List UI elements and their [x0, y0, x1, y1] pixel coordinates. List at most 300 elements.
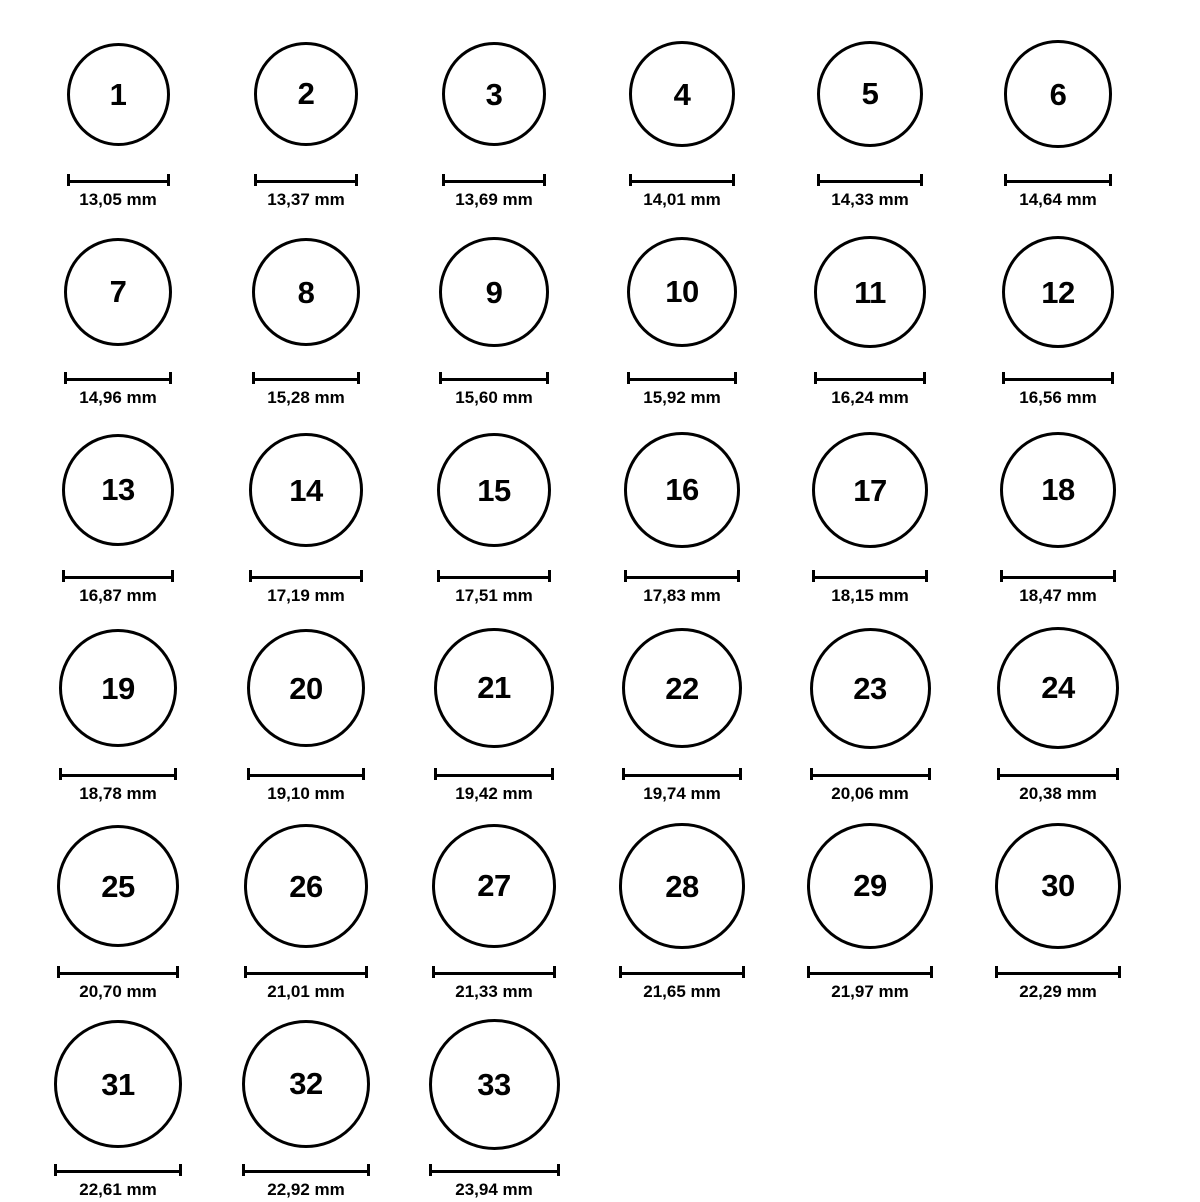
caliper-left-cap — [1004, 174, 1007, 186]
ring-measurement — [776, 966, 964, 1000]
caliper-left-cap — [54, 1164, 57, 1176]
ring-circle-wrapper — [400, 608, 588, 768]
caliper-left-cap — [812, 570, 815, 582]
ring-measurement — [24, 1164, 212, 1198]
caliper-right-cap — [1116, 768, 1119, 780]
ring-circle — [995, 823, 1122, 950]
ring-size-item — [964, 410, 1152, 608]
ring-size-number: 16 — [665, 472, 699, 508]
ring-size-row — [24, 1004, 1176, 1202]
caliper-right-cap — [732, 174, 735, 186]
caliper-left-cap — [439, 372, 442, 384]
ring-size-number: 10 — [665, 274, 699, 310]
ring-measurement — [24, 372, 212, 406]
caliper-right-cap — [543, 174, 546, 186]
caliper-right-cap — [739, 768, 742, 780]
ring-measurement — [400, 372, 588, 406]
caliper-left-cap — [619, 966, 622, 978]
ring-size-number: 25 — [101, 868, 135, 904]
ring-circle-wrapper — [400, 1004, 588, 1164]
ring-size-number: 14 — [289, 472, 323, 508]
caliper-left-cap — [252, 372, 255, 384]
caliper-left-cap — [432, 966, 435, 978]
ring-size-item — [964, 212, 1152, 410]
ring-size-number: 11 — [854, 274, 886, 310]
ring-circle-wrapper — [24, 1004, 212, 1164]
ring-measurement — [964, 174, 1152, 208]
ring-size-item — [588, 212, 776, 410]
ring-diameter-label: 15,28 mm — [267, 388, 345, 407]
ring-circle — [54, 1020, 182, 1148]
ring-circle-wrapper — [24, 608, 212, 768]
caliper-right-cap — [553, 966, 556, 978]
diameter-caliper-icon — [995, 966, 1122, 978]
caliper-left-cap — [995, 966, 998, 978]
caliper-left-cap — [629, 174, 632, 186]
ring-size-item — [776, 14, 964, 212]
ring-circle-wrapper — [588, 806, 776, 966]
ring-measurement — [212, 1164, 400, 1198]
ring-size-number: 15 — [477, 472, 511, 508]
ring-circle — [619, 823, 744, 948]
ring-circle — [62, 434, 175, 547]
caliper-right-cap — [167, 174, 170, 186]
ring-measurement — [400, 1164, 588, 1198]
diameter-caliper-icon — [64, 372, 172, 384]
ring-measurement — [588, 768, 776, 802]
ring-circle-wrapper — [776, 608, 964, 768]
caliper-right-cap — [169, 372, 172, 384]
ring-size-number: 6 — [1049, 76, 1067, 112]
ring-diameter-label: 19,74 mm — [643, 784, 721, 803]
ring-size-number: 33 — [477, 1066, 511, 1102]
ring-size-number: 3 — [485, 76, 503, 112]
ring-size-item — [400, 608, 588, 806]
ring-diameter-label: 21,01 mm — [267, 982, 345, 1001]
ring-size-item — [776, 212, 964, 410]
ring-circle-wrapper — [776, 212, 964, 372]
ring-diameter-label: 15,92 mm — [643, 388, 721, 407]
ring-circle — [57, 825, 180, 948]
ring-diameter-label: 19,10 mm — [267, 784, 345, 803]
ring-size-item — [588, 806, 776, 1004]
diameter-caliper-icon — [439, 372, 549, 384]
caliper-right-cap — [557, 1164, 560, 1176]
ring-size-number: 1 — [109, 76, 127, 112]
caliper-left-cap — [242, 1164, 245, 1176]
diameter-caliper-icon — [619, 966, 744, 978]
ring-measurement — [588, 372, 776, 406]
diameter-caliper-icon — [812, 570, 928, 582]
ring-measurement — [212, 966, 400, 1000]
ring-measurement — [24, 174, 212, 208]
caliper-left-cap — [62, 570, 65, 582]
diameter-caliper-icon — [1004, 174, 1111, 186]
ring-circle — [1000, 432, 1117, 549]
ring-circle — [432, 824, 556, 948]
ring-size-item — [588, 14, 776, 212]
ring-measurement — [212, 768, 400, 802]
ring-circle-wrapper — [212, 14, 400, 174]
ring-circle-wrapper — [212, 1004, 400, 1164]
caliper-right-cap — [174, 768, 177, 780]
ring-size-number: 13 — [101, 472, 135, 508]
ring-size-item — [24, 14, 212, 212]
diameter-caliper-icon — [629, 174, 735, 186]
ring-circle — [244, 824, 368, 948]
ring-size-number: 21 — [477, 670, 511, 706]
ring-circle-wrapper — [212, 410, 400, 570]
ring-size-number: 22 — [665, 670, 699, 706]
ring-circle-wrapper — [24, 410, 212, 570]
ring-size-item — [24, 410, 212, 608]
diameter-caliper-icon — [244, 966, 368, 978]
ring-circle — [807, 823, 933, 949]
caliper-left-cap — [59, 768, 62, 780]
caliper-right-cap — [1113, 570, 1116, 582]
caliper-right-cap — [362, 768, 365, 780]
caliper-right-cap — [930, 966, 933, 978]
caliper-left-cap — [1000, 570, 1003, 582]
ring-circle-wrapper — [400, 14, 588, 174]
diameter-caliper-icon — [627, 372, 737, 384]
ring-diameter-label: 20,38 mm — [1019, 784, 1097, 803]
ring-diameter-label: 13,37 mm — [267, 190, 345, 209]
ring-measurement — [588, 966, 776, 1000]
diameter-caliper-icon — [429, 1164, 560, 1176]
ring-diameter-label: 13,05 mm — [79, 190, 157, 209]
ring-size-item — [964, 806, 1152, 1004]
caliper-right-cap — [357, 372, 360, 384]
caliper-right-cap — [360, 570, 363, 582]
ring-circle-wrapper — [400, 806, 588, 966]
ring-circle-wrapper — [24, 806, 212, 966]
diameter-caliper-icon — [247, 768, 366, 780]
ring-circle — [439, 237, 549, 347]
ring-size-item — [212, 608, 400, 806]
diameter-caliper-icon — [62, 570, 175, 582]
diameter-caliper-icon — [434, 768, 553, 780]
ring-circle-wrapper — [24, 14, 212, 174]
caliper-right-cap — [742, 966, 745, 978]
ring-circle — [249, 433, 363, 547]
ring-circle-wrapper — [212, 608, 400, 768]
ring-size-number: 31 — [101, 1066, 135, 1102]
diameter-caliper-icon — [432, 966, 556, 978]
ring-circle — [627, 237, 737, 347]
diameter-caliper-icon — [67, 174, 170, 186]
ring-size-number: 29 — [853, 868, 887, 904]
ring-circle — [622, 628, 742, 748]
ring-size-number: 9 — [485, 274, 503, 310]
ring-circle-wrapper — [588, 212, 776, 372]
ring-size-item — [588, 608, 776, 806]
ring-size-item — [24, 1004, 212, 1202]
ring-circle — [442, 42, 547, 147]
diameter-caliper-icon — [249, 570, 363, 582]
ring-circle-wrapper — [964, 410, 1152, 570]
ring-diameter-label: 23,94 mm — [455, 1180, 533, 1199]
caliper-right-cap — [923, 372, 926, 384]
ring-circle-wrapper — [400, 212, 588, 372]
ring-diameter-label: 17,83 mm — [643, 586, 721, 605]
caliper-right-cap — [355, 174, 358, 186]
ring-size-number: 28 — [665, 868, 699, 904]
ring-circle-wrapper — [212, 212, 400, 372]
ring-diameter-label: 15,60 mm — [455, 388, 533, 407]
ring-size-item — [400, 1004, 588, 1202]
ring-size-item — [24, 212, 212, 410]
caliper-left-cap — [67, 174, 70, 186]
caliper-right-cap — [737, 570, 740, 582]
diameter-caliper-icon — [622, 768, 742, 780]
ring-measurement — [588, 174, 776, 208]
caliper-left-cap — [247, 768, 250, 780]
diameter-caliper-icon — [810, 768, 931, 780]
ring-diameter-label: 19,42 mm — [455, 784, 533, 803]
ring-diameter-label: 22,29 mm — [1019, 982, 1097, 1001]
ring-circle-wrapper — [400, 410, 588, 570]
ring-size-number: 23 — [853, 670, 887, 706]
ring-diameter-label: 13,69 mm — [455, 190, 533, 209]
ring-size-item — [964, 608, 1152, 806]
ring-size-number: 18 — [1041, 472, 1075, 508]
ring-size-row — [24, 806, 1176, 1004]
diameter-caliper-icon — [807, 966, 933, 978]
ring-diameter-label: 22,61 mm — [79, 1180, 157, 1199]
caliper-right-cap — [1118, 966, 1121, 978]
caliper-left-cap — [622, 768, 625, 780]
ring-size-number: 30 — [1041, 868, 1075, 904]
caliper-left-cap — [437, 570, 440, 582]
ring-circle — [817, 41, 923, 147]
ring-circle — [810, 628, 931, 749]
ring-circle-wrapper — [776, 14, 964, 174]
ring-circle-wrapper — [964, 212, 1152, 372]
ring-size-row — [24, 410, 1176, 608]
ring-size-item — [212, 806, 400, 1004]
ring-diameter-label: 18,15 mm — [831, 586, 909, 605]
caliper-right-cap — [176, 966, 179, 978]
ring-circle — [437, 433, 552, 548]
caliper-left-cap — [244, 966, 247, 978]
ring-measurement — [212, 174, 400, 208]
caliper-right-cap — [365, 966, 368, 978]
caliper-left-cap — [434, 768, 437, 780]
diameter-caliper-icon — [1000, 570, 1117, 582]
caliper-left-cap — [254, 174, 257, 186]
caliper-right-cap — [548, 570, 551, 582]
ring-size-row — [24, 212, 1176, 410]
ring-diameter-label: 17,51 mm — [455, 586, 533, 605]
ring-size-number: 19 — [101, 670, 135, 706]
ring-diameter-label: 22,92 mm — [267, 1180, 345, 1199]
caliper-left-cap — [442, 174, 445, 186]
ring-circle — [67, 43, 170, 146]
caliper-right-cap — [551, 768, 554, 780]
ring-diameter-label: 21,33 mm — [455, 982, 533, 1001]
ring-measurement — [24, 768, 212, 802]
ring-size-number: 20 — [289, 670, 323, 706]
ring-circle — [624, 432, 739, 547]
ring-size-item — [24, 806, 212, 1004]
ring-size-number: 5 — [861, 76, 879, 112]
ring-circle-wrapper — [588, 608, 776, 768]
caliper-left-cap — [1002, 372, 1005, 384]
ring-measurement — [964, 966, 1152, 1000]
ring-size-item — [400, 806, 588, 1004]
caliper-right-cap — [179, 1164, 182, 1176]
diameter-caliper-icon — [59, 768, 177, 780]
ring-measurement — [400, 966, 588, 1000]
ring-diameter-label: 21,97 mm — [831, 982, 909, 1001]
ring-circle — [1002, 236, 1114, 348]
diameter-caliper-icon — [242, 1164, 370, 1176]
ring-diameter-label: 16,24 mm — [831, 388, 909, 407]
ring-size-item — [400, 212, 588, 410]
caliper-right-cap — [1109, 174, 1112, 186]
diameter-caliper-icon — [624, 570, 739, 582]
ring-size-item — [24, 608, 212, 806]
diameter-caliper-icon — [254, 174, 358, 186]
ring-circle — [59, 629, 177, 747]
ring-size-number: 8 — [297, 274, 315, 310]
ring-size-number: 32 — [289, 1066, 323, 1102]
ring-size-item — [212, 410, 400, 608]
ring-size-item — [964, 14, 1152, 212]
caliper-right-cap — [367, 1164, 370, 1176]
ring-diameter-label: 18,78 mm — [79, 784, 157, 803]
caliper-left-cap — [814, 372, 817, 384]
ring-size-item — [212, 212, 400, 410]
ring-measurement — [400, 570, 588, 604]
caliper-left-cap — [249, 570, 252, 582]
ring-diameter-label: 14,01 mm — [643, 190, 721, 209]
ring-circle — [812, 432, 928, 548]
caliper-left-cap — [57, 966, 60, 978]
ring-size-number: 27 — [477, 868, 511, 904]
ring-size-number: 26 — [289, 868, 323, 904]
ring-circle — [247, 629, 366, 748]
caliper-right-cap — [546, 372, 549, 384]
caliper-left-cap — [624, 570, 627, 582]
ring-circle — [629, 41, 735, 147]
caliper-left-cap — [627, 372, 630, 384]
diameter-caliper-icon — [814, 372, 925, 384]
diameter-caliper-icon — [442, 174, 547, 186]
diameter-caliper-icon — [817, 174, 923, 186]
ring-measurement — [964, 570, 1152, 604]
ring-diameter-label: 21,65 mm — [643, 982, 721, 1001]
ring-measurement — [776, 372, 964, 406]
diameter-caliper-icon — [57, 966, 180, 978]
ring-circle — [997, 627, 1119, 749]
ring-size-item — [776, 806, 964, 1004]
ring-diameter-label: 14,33 mm — [831, 190, 909, 209]
diameter-caliper-icon — [997, 768, 1119, 780]
caliper-left-cap — [997, 768, 1000, 780]
ring-measurement — [24, 570, 212, 604]
ring-circle — [252, 238, 361, 347]
ring-size-item — [400, 410, 588, 608]
ring-measurement — [776, 174, 964, 208]
ring-circle — [254, 42, 358, 146]
ring-diameter-label: 18,47 mm — [1019, 586, 1097, 605]
ring-measurement — [588, 570, 776, 604]
ring-circle — [1004, 40, 1111, 147]
ring-size-number: 4 — [673, 76, 691, 112]
ring-measurement — [776, 570, 964, 604]
caliper-left-cap — [807, 966, 810, 978]
ring-circle — [434, 628, 553, 747]
ring-diameter-label: 16,56 mm — [1019, 388, 1097, 407]
ring-diameter-label: 17,19 mm — [267, 586, 345, 605]
ring-circle-wrapper — [776, 806, 964, 966]
ring-measurement — [964, 372, 1152, 406]
ring-circle-wrapper — [964, 608, 1152, 768]
ring-size-item — [776, 608, 964, 806]
ring-circle-wrapper — [964, 14, 1152, 174]
ring-size-item — [776, 410, 964, 608]
ring-size-item — [212, 1004, 400, 1202]
ring-size-row — [24, 608, 1176, 806]
ring-measurement — [212, 372, 400, 406]
ring-size-number: 7 — [109, 274, 127, 310]
diameter-caliper-icon — [437, 570, 552, 582]
ring-circle-wrapper — [964, 806, 1152, 966]
diameter-caliper-icon — [54, 1164, 182, 1176]
ring-circle-wrapper — [24, 212, 212, 372]
ring-size-number: 24 — [1041, 670, 1075, 706]
ring-measurement — [24, 966, 212, 1000]
caliper-left-cap — [810, 768, 813, 780]
ring-circle-wrapper — [588, 14, 776, 174]
ring-measurement — [212, 570, 400, 604]
ring-diameter-label: 14,64 mm — [1019, 190, 1097, 209]
ring-measurement — [776, 768, 964, 802]
caliper-left-cap — [429, 1164, 432, 1176]
ring-measurement — [400, 174, 588, 208]
ring-circle — [429, 1019, 560, 1150]
ring-diameter-label: 20,06 mm — [831, 784, 909, 803]
caliper-right-cap — [920, 174, 923, 186]
ring-size-number: 2 — [297, 76, 315, 112]
ring-circle-wrapper — [776, 410, 964, 570]
caliper-left-cap — [64, 372, 67, 384]
ring-measurement — [964, 768, 1152, 802]
caliper-right-cap — [1111, 372, 1114, 384]
ring-diameter-label: 20,70 mm — [79, 982, 157, 1001]
diameter-caliper-icon — [252, 372, 361, 384]
caliper-right-cap — [171, 570, 174, 582]
caliper-left-cap — [817, 174, 820, 186]
ring-circle — [242, 1020, 370, 1148]
caliper-right-cap — [734, 372, 737, 384]
caliper-right-cap — [925, 570, 928, 582]
ring-circle — [64, 238, 172, 346]
caliper-right-cap — [928, 768, 931, 780]
ring-size-item — [400, 14, 588, 212]
ring-circle-wrapper — [212, 806, 400, 966]
ring-diameter-label: 14,96 mm — [79, 388, 157, 407]
ring-size-number: 12 — [1041, 274, 1075, 310]
ring-measurement — [400, 768, 588, 802]
ring-circle — [814, 236, 925, 347]
ring-size-number: 17 — [853, 472, 887, 508]
ring-diameter-label: 16,87 mm — [79, 586, 157, 605]
ring-size-row — [24, 14, 1176, 212]
ring-circle-wrapper — [588, 410, 776, 570]
